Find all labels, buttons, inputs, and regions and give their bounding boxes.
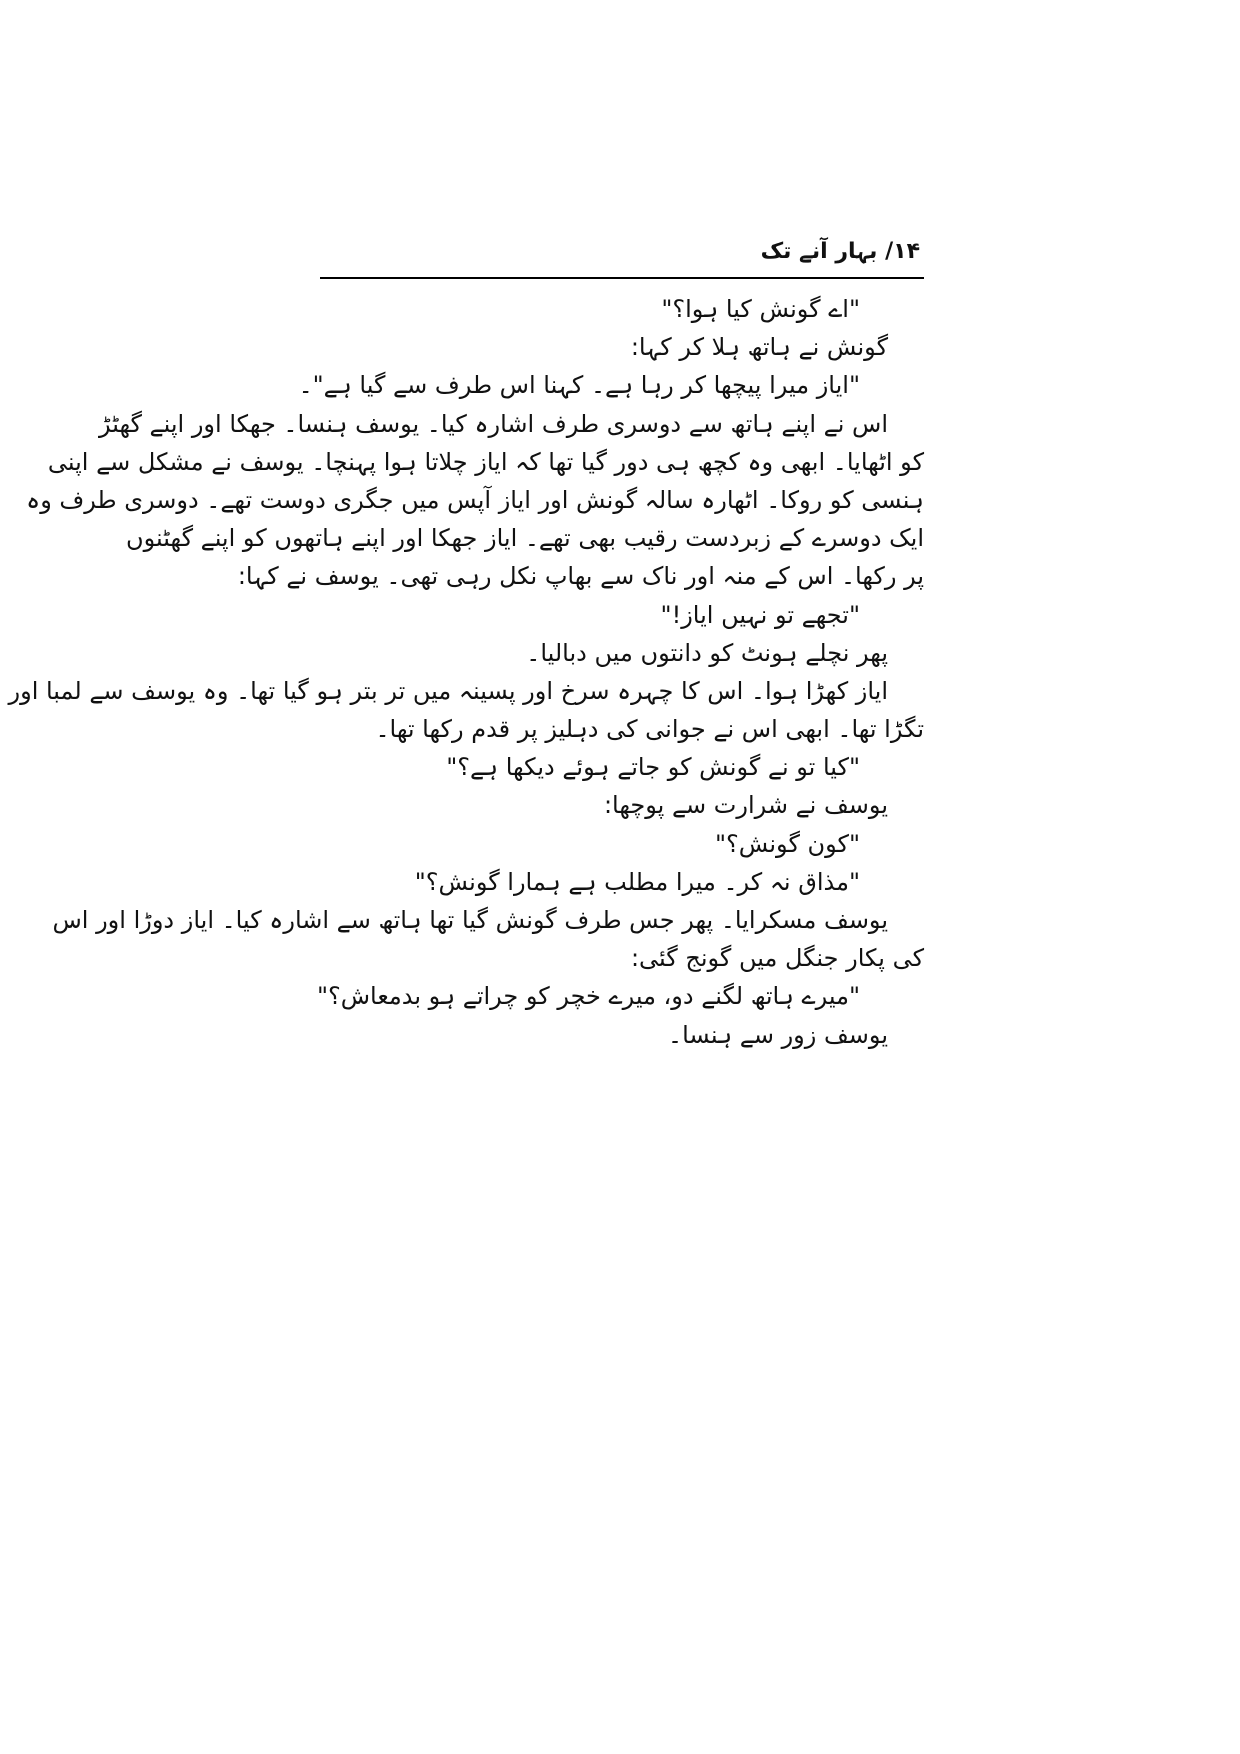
text-line: پر رکھا۔ اس کے منہ اور ناک سے بھاپ نکل رہی تھی۔ یوسف نے کہا: <box>237 562 924 591</box>
text-line: پھر نچلے ہونٹ کو دانتوں میں دبالیا۔ <box>526 638 888 667</box>
text-line: ہنسی کو روکا۔ اٹھارہ سالہ گونش اور ایاز آپس میں جگری دوست تھے۔ دوسری طرف وہ <box>26 485 924 514</box>
text-line: "اے گونش کیا ہوا؟" <box>661 295 860 323</box>
text-line: ایک دوسرے کے زبردست رقیب بھی تھے۔ ایاز جھکا اور اپنے ہاتھوں کو اپنے گھٹنوں <box>126 524 924 553</box>
text-line: "ایاز میرا پیچھا کر رہا ہے۔ کہنا اس طرف سے گیا ہے"۔ <box>298 371 860 400</box>
page-body-text <box>8 290 924 1054</box>
text-line: ایاز کھڑا ہوا۔ اس کا چہرہ سرخ اور پسینہ میں تر بتر ہو گیا تھا۔ وہ یوسف سے لمبا اور <box>8 676 888 705</box>
text-line: یوسف زور سے ہنسا۔ <box>668 1020 888 1049</box>
text-line: کی پکار جنگل میں گونج گئی: <box>630 944 924 973</box>
text-line: یوسف مسکرایا۔ پھر جس طرف گونش گیا تھا ہاتھ سے اشارہ کیا۔ ایاز دوڑا اور اس <box>52 906 888 934</box>
header-divider <box>320 277 924 279</box>
text-line: "کیا تو نے گونش کو جاتے ہوئے دیکھا ہے؟" <box>446 753 860 782</box>
text-line: "میرے ہاتھ لگنے دو، میرے خچر کو چراتے ہو بدمعاش؟" <box>316 982 860 1011</box>
text-line: کو اٹھایا۔ ابھی وہ کچھ ہی دور گیا تھا کہ ایاز چلاتا ہوا پہنچا۔ یوسف نے مشکل سے اپنی <box>47 447 924 476</box>
text-line: "تجھے تو نہیں ایاز!" <box>660 600 860 629</box>
text-line: یوسف نے شرارت سے پوچھا: <box>603 791 888 820</box>
text-line: تگڑا تھا۔ ابھی اس نے جوانی کی دہلیز پر قدم رکھا تھا۔ <box>375 715 924 744</box>
text-line: اس نے اپنے ہاتھ سے دوسری طرف اشارہ کیا۔ یوسف ہنسا۔ جھکا اور اپنے گھٹڑ <box>98 409 888 438</box>
text-line: "مذاق نہ کر۔ میرا مطلب ہے ہمارا گونش؟" <box>414 867 860 896</box>
text-line: "کون گونش؟" <box>715 829 860 858</box>
running-head: ۱۴/ بہار آنے تک <box>760 239 920 264</box>
text-line: گونش نے ہاتھ ہلا کر کہا: <box>630 333 888 362</box>
